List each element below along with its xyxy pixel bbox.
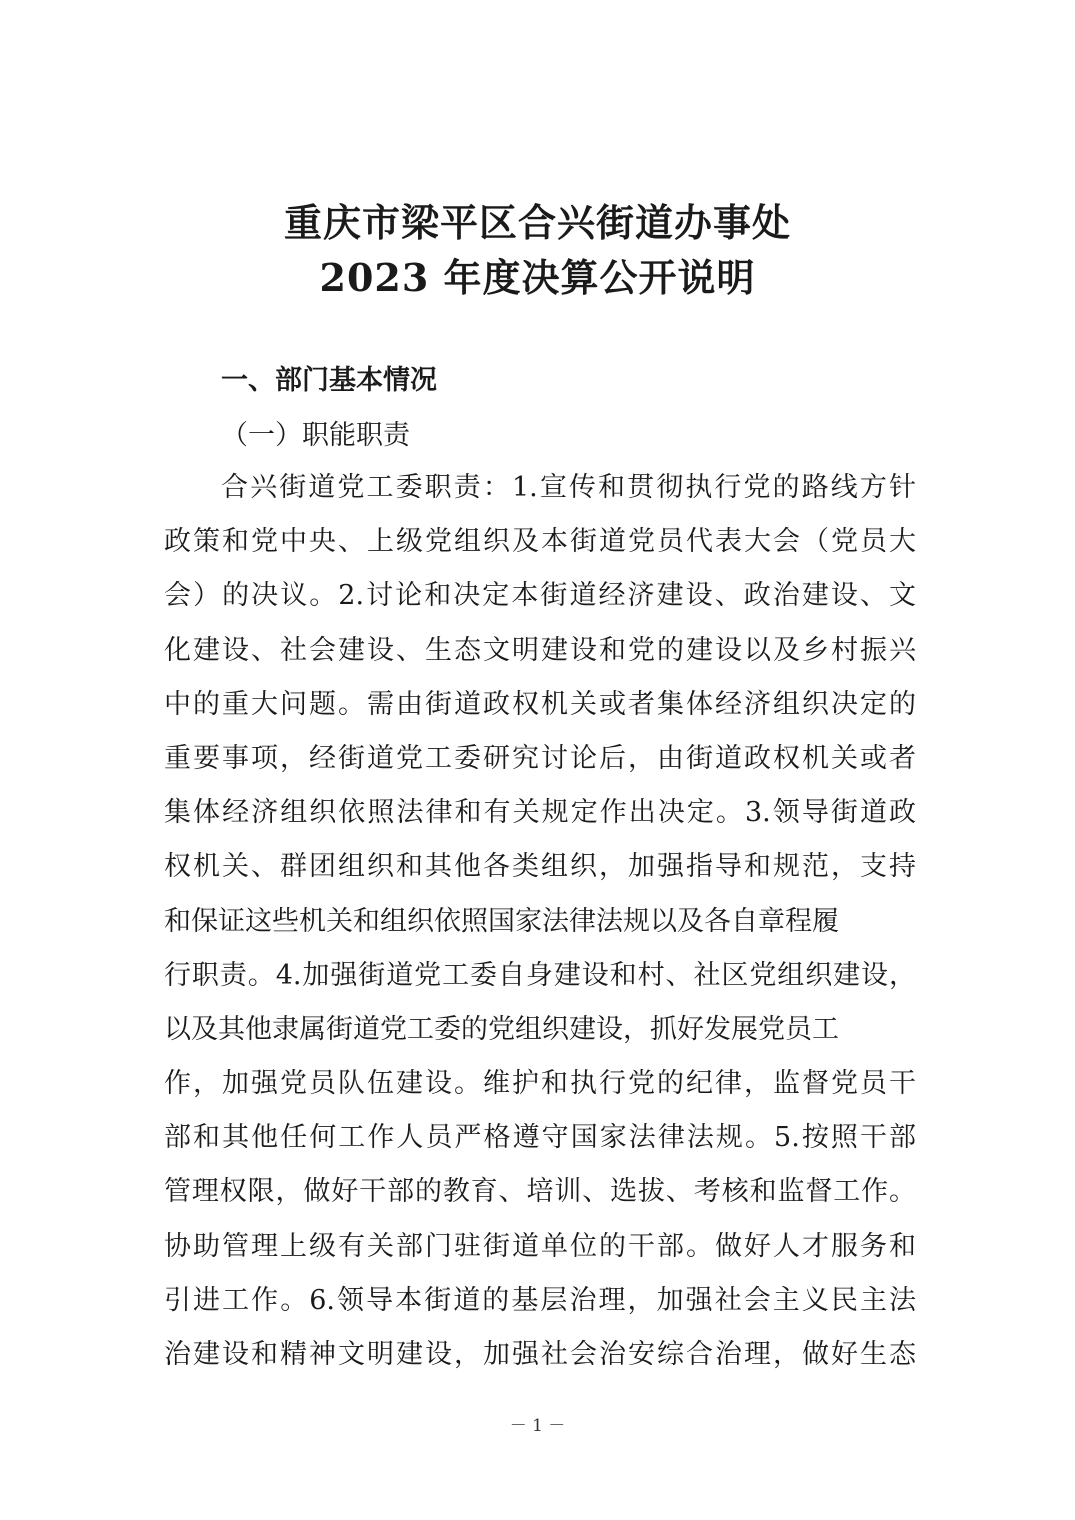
body-line: 管理权限，做好干部的教育、培训、选拔、考核和监督工作。 xyxy=(164,1176,916,1208)
body-line: 会）的决议。2.讨论和决定本街道经济建设、政治建设、文 xyxy=(164,580,916,612)
body-paragraph xyxy=(164,468,916,1389)
body-line: 以及其他隶属街道党工委的党组织建设，抓好发展党员工 xyxy=(164,1013,839,1045)
body-line: 引进工作。6.领导本街道的基层治理，加强社会主义民主法 xyxy=(164,1284,916,1316)
body-line: 化建设、社会建设、生态文明建设和党的建设以及乡村振兴 xyxy=(164,634,916,666)
body-line: 作，加强党员队伍建设。维护和执行党的纪律，监督党员干 xyxy=(164,1068,916,1100)
body-line: 中的重大问题。需由街道政权机关或者集体经济组织决定的 xyxy=(164,688,916,720)
section-heading: 一、部门基本情况 xyxy=(221,365,437,396)
subsection-heading: （一）职能职责 xyxy=(221,420,410,451)
document-title-line-1: 重庆市梁平区合兴街道办事处 xyxy=(283,200,791,245)
body-line: 治建设和精神文明建设，加强社会治安综合治理，做好生态 xyxy=(164,1339,916,1370)
body-line: 合兴街道党工委职责：1.宣传和贯彻执行党的路线方针 xyxy=(221,472,916,503)
body-line: 和保证这些机关和组织依照国家法律法规以及各自章程履 xyxy=(164,905,839,937)
document-title-line-2: 2023 年度决算公开说明 xyxy=(319,255,756,300)
body-line: 协助管理上级有关部门驻街道单位的干部。做好人才服务和 xyxy=(164,1230,916,1262)
body-line: 部和其他任何工作人员严格遵守国家法律法规。5.按照干部 xyxy=(164,1122,916,1154)
body-line: 权机关、群团组织和其他各类组织，加强指导和规范，支持 xyxy=(164,851,916,883)
body-line: 集体经济组织依照法律和有关规定作出决定。3.领导街道政 xyxy=(164,797,916,829)
body-line: 行职责。4.加强街道党工委自身建设和村、社区党组织建设， xyxy=(164,959,916,991)
body-line: 重要事项，经街道党工委研究讨论后，由街道政权机关或者 xyxy=(164,742,916,774)
page-number: － 1 － xyxy=(509,1416,566,1436)
body-line: 政策和党中央、上级党组织及本街道党员代表大会（党员大 xyxy=(164,526,916,558)
